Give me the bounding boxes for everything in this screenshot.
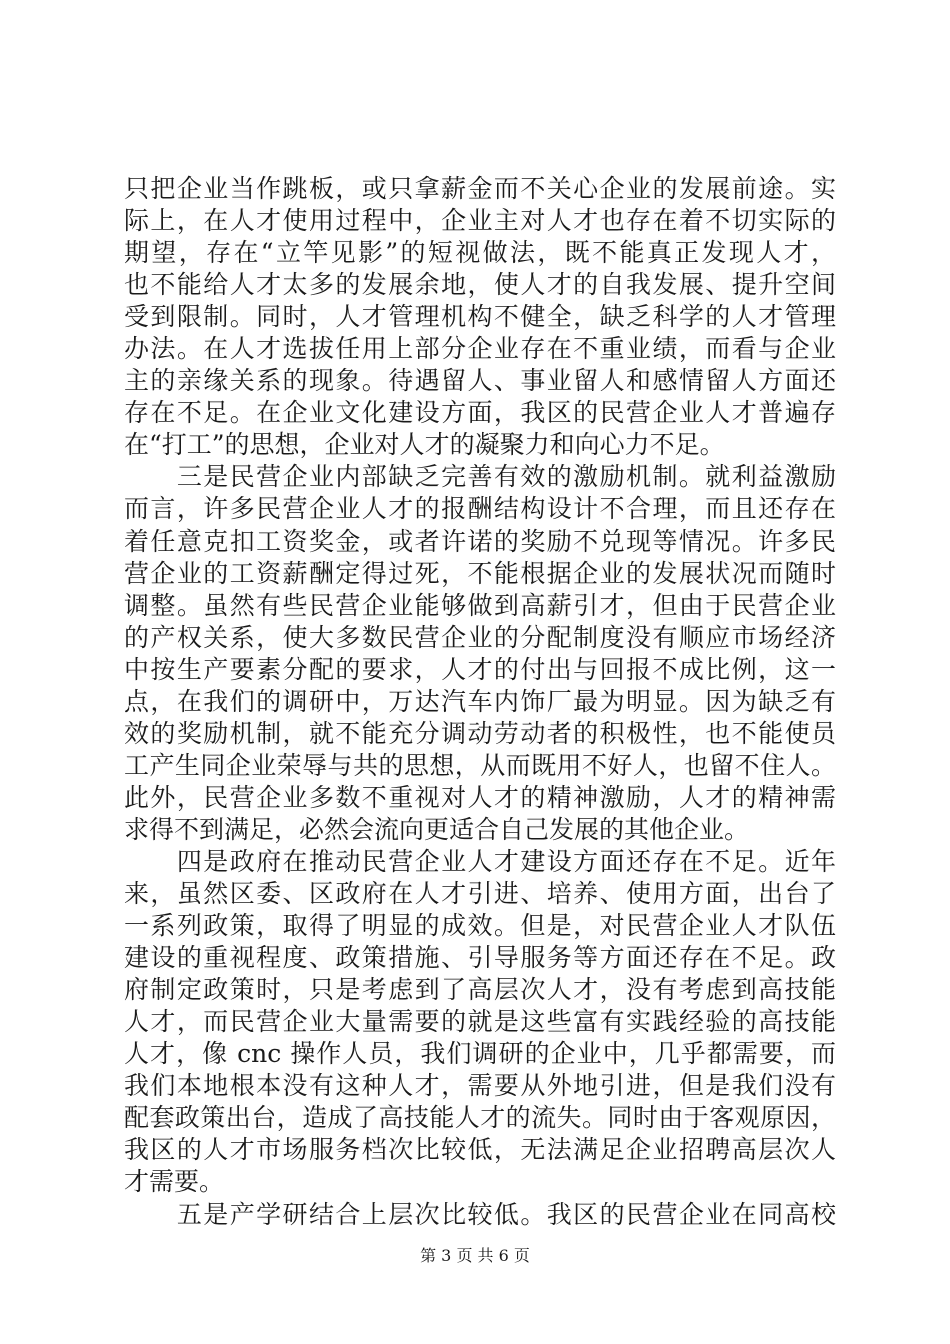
text-line: 来，虽然区委、区政府在人才引进、培养、使用方面，出台了 (124, 879, 836, 909)
text-line: 求得不到满足，必然会流向更适合自己发展的其他企业。 (124, 814, 750, 844)
text-line: 的产权关系，使大多数民营企业的分配制度没有顺应市场经济 (124, 622, 836, 652)
text-line: 而言，许多民营企业人才的报酬结构设计不合理，而且还存在 (124, 494, 836, 524)
text-line: 四是政府在推动民营企业人才建设方面还存在不足。近年 (124, 846, 836, 876)
text-line: 人才，而民营企业大量需要的就是这些富有实践经验的高技能 (124, 1007, 836, 1037)
text-line: 调整。虽然有些民营企业能够做到高薪引才，但由于民营企业 (124, 590, 836, 620)
text-line: 在“打工”的思想，企业对人才的凝聚力和向心力不足。 (124, 430, 725, 460)
text-line: 我们本地根本没有这种人才，需要从外地引进，但是我们没有 (124, 1071, 836, 1101)
text-line: 办法。在人才选拔任用上部分企业存在不重业绩，而看与企业 (124, 334, 836, 364)
text-line: 中按生产要素分配的要求，人才的付出与回报不成比例，这一 (124, 654, 836, 684)
text-line: 我区的人才市场服务档次比较低，无法满足企业招聘高层次人 (124, 1135, 836, 1165)
page-footer: 第 3 页 共 6 页 (420, 1246, 530, 1265)
text-line: 际上，在人才使用过程中，企业主对人才也存在着不切实际的 (124, 206, 836, 236)
text-line: 营企业的工资薪酬定得过死，不能根据企业的发展状况而随时 (124, 558, 836, 588)
text-line: 工产生同企业荣辱与共的思想，从而既用不好人，也留不住人。 (124, 750, 836, 780)
text-line: 只把企业当作跳板，或只拿薪金而不关心企业的发展前途。实 (124, 174, 836, 203)
text-line: 才需要。 (124, 1167, 225, 1197)
text-line: 存在不足。在企业文化建设方面，我区的民营企业人才普遍存 (124, 398, 836, 428)
text-line: 也不能给人才太多的发展余地，使人才的自我发展、提升空间 (124, 270, 836, 300)
text-line: 一系列政策，取得了明显的成效。但是，对民营企业人才队伍 (124, 911, 836, 941)
text-line: 期望，存在“立竿见影”的短视做法，既不能真正发现人才， (124, 238, 836, 268)
text-line: 受到限制。同时，人才管理机构不健全，缺乏科学的人才管理 (124, 302, 836, 332)
text-line: 配套政策出台，造成了高技能人才的流失。同时由于客观原因， (124, 1103, 836, 1133)
text-line: 人才，像 cnc 操作人员，我们调研的企业中，几乎都需要，而 (124, 1039, 836, 1069)
text-line: 五是产学研结合上层次比较低。我区的民营企业在同高校 (124, 1199, 836, 1229)
text-line: 府制定政策时，只是考虑到了高层次人才，没有考虑到高技能 (124, 975, 836, 1005)
text-line: 此外，民营企业多数不重视对人才的精神激励，人才的精神需 (124, 782, 836, 812)
text-line: 建设的重视程度、政策措施、引导服务等方面还存在不足。政 (124, 943, 836, 973)
body-text (124, 173, 836, 1231)
text-line: 效的奖励机制，就不能充分调动劳动者的积极性，也不能使员 (124, 718, 836, 748)
text-line: 着任意克扣工资奖金，或者许诺的奖励不兑现等情况。许多民 (124, 526, 836, 556)
text-line: 三是民营企业内部缺乏完善有效的激励机制。就利益激励 (124, 462, 836, 492)
text-line: 主的亲缘关系的现象。待遇留人、事业留人和感情留人方面还 (124, 366, 836, 396)
text-line: 点，在我们的调研中，万达汽车内饰厂最为明显。因为缺乏有 (124, 686, 836, 716)
